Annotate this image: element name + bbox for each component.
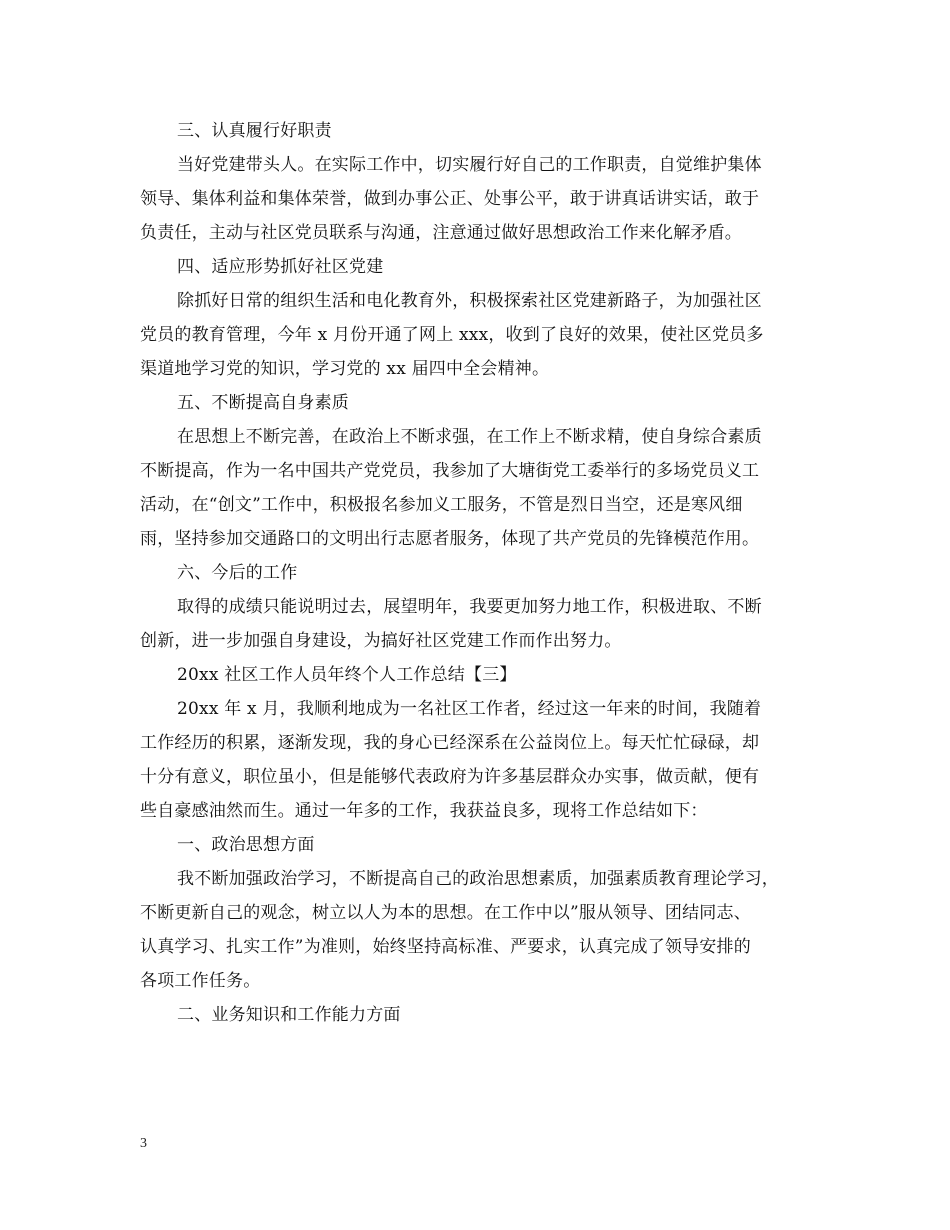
paragraph-line: 各项工作任务。 <box>140 971 261 991</box>
section-heading: 三、认真履行好职责 <box>177 121 332 141</box>
document-subtitle: 20xx 社区工作人员年终个人工作总结【三】 <box>177 665 517 685</box>
paragraph-line: 十分有意义，职位虽小，但是能够代表政府为许多基层群众办实事，做贡献，便有 <box>140 767 760 787</box>
paragraph-line: 我不断加强政治学习，不断提高自己的政治思想素质，加强素质教育理论学习， <box>177 869 779 889</box>
paragraph-line: 取得的成绩只能说明过去，展望明年，我要更加努力地工作，积极进取、不断 <box>177 597 762 617</box>
section-heading: 二、业务知识和工作能力方面 <box>177 1005 401 1025</box>
paragraph-line: 创新，进一步加强自身建设，为搞好社区党建工作而作出努力。 <box>140 631 622 651</box>
paragraph-line: 些自豪感油然而生。通过一年多的工作，我获益良多，现将工作总结如下： <box>140 801 708 821</box>
paragraph-line: 不断提高，作为一名中国共产党党员，我参加了大塘街党工委举行的多场党员义工 <box>140 461 760 481</box>
paragraph-line: 工作经历的积累，逐渐发现，我的身心已经深系在公益岗位上。每天忙忙碌碌，却 <box>140 733 760 753</box>
section-heading: 五、不断提高自身素质 <box>177 393 349 413</box>
paragraph-line: 党员的教育管理，今年 x 月份开通了网上 xxx，收到了良好的效果，使社区党员多 <box>140 325 764 345</box>
paragraph-line: 20xx 年 x 月，我顺利地成为一名社区工作者，经过这一年来的时间，我随着 <box>177 699 762 719</box>
section-heading: 六、今后的工作 <box>177 563 298 583</box>
section-heading: 一、政治思想方面 <box>177 835 315 855</box>
section-heading: 四、适应形势抓好社区党建 <box>177 257 384 277</box>
page-number: 3 <box>140 1136 147 1151</box>
paragraph-line: 当好党建带头人。在实际工作中，切实履行好自己的工作职责，自觉维护集体 <box>177 155 762 175</box>
paragraph-line: 领导、集体利益和集体荣誉，做到办事公正、处事公平，敢于讲真话讲实话，敢于 <box>140 189 760 209</box>
paragraph-line: 除抓好日常的组织生活和电化教育外，积极探索社区党建新路子，为加强社区 <box>177 291 762 311</box>
paragraph-line: 负责任，主动与社区党员联系与沟通，注意通过做好思想政治工作来化解矛盾。 <box>140 223 742 243</box>
paragraph-line: 认真学习、扎实工作”为准则，始终坚持高标准、严要求，认真完成了领导安排的 <box>140 937 751 957</box>
paragraph-line: 不断更新自己的观念，树立以人为本的思想。在工作中以”服从领导、团结同志、 <box>140 903 751 923</box>
paragraph-line: 雨，坚持参加交通路口的文明出行志愿者服务，体现了共产党员的先锋模范作用。 <box>140 529 760 549</box>
paragraph-line: 在思想上不断完善，在政治上不断求强，在工作上不断求精，使自身综合素质 <box>177 427 762 447</box>
paragraph-line: 渠道地学习党的知识，学习党的 xx 届四中全会精神。 <box>140 359 550 379</box>
document-body <box>140 114 820 1032</box>
paragraph-line: 活动，在“创文”工作中，积极报名参加义工服务，不管是烈日当空，还是寒风细 <box>140 495 743 515</box>
